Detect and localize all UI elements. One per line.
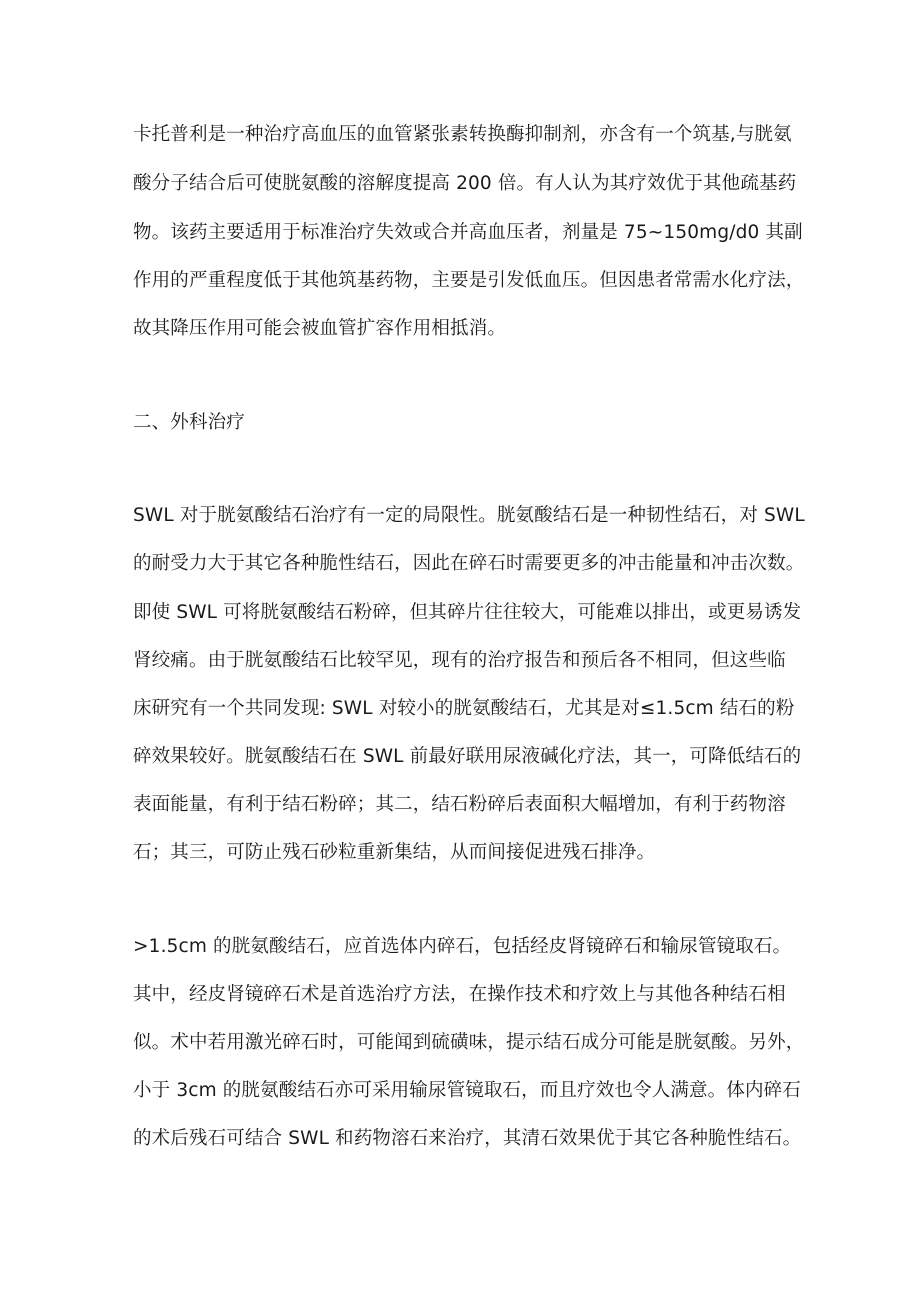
paragraph-3-line-4: 小于 3cm 的胱氨酸结石亦可采用输尿管镜取石，而且疗效也令人满意。体内碎石 xyxy=(133,1080,801,1101)
paragraph-2-line-2: 的耐受力大于其它各种脆性结石，因此在碎石时需要更多的冲击能量和冲击次数。 xyxy=(133,553,805,574)
paragraph-3-line-3: 似。术中若用激光碎石时，可能闻到硫磺味，提示结石成分可能是胱氨酸。另外， xyxy=(133,1032,805,1053)
paragraph-2-line-5: 床研究有一个共同发现: SWL 对较小的胱氨酸结石，尤其是对≤1.5cm 结石的粉 xyxy=(133,698,795,719)
paragraph-1-line-2: 酸分子结合后可使胱氨酸的溶解度提高 200 倍。有人认为其疗效优于其他疏基药 xyxy=(133,173,797,194)
paragraph-2-line-1: SWL 对于胱氨酸结石治疗有一定的局限性。胱氨酸结石是一种韧性结石，对 SWL xyxy=(133,505,805,526)
section-heading: 二、外科治疗 xyxy=(133,412,245,433)
paragraph-3-line-1: >1.5cm 的胱氨酸结石，应首选体内碎石，包括经皮肾镜碎石和输尿管镜取石。 xyxy=(133,936,792,957)
paragraph-1-line-1: 卡托普利是一种治疗高血压的血管紧张素转换酶抑制剂，亦含有一个筑基,与胱氨 xyxy=(133,124,792,145)
paragraph-1-line-4: 作用的严重程度低于其他筑基药物，主要是引发低血压。但因患者常需水化疗法， xyxy=(133,270,805,291)
paragraph-2-line-8: 石；其三，可防止残石砂粒重新集结，从而间接促进残石排净。 xyxy=(133,842,656,863)
paragraph-3-line-2: 其中，经皮肾镜碎石术是首选治疗方法，在操作技术和疗效上与其他各种结石相 xyxy=(133,984,786,1005)
paragraph-1-line-5: 故其降压作用可能会被血管扩容作用相抵消。 xyxy=(133,318,507,339)
paragraph-3-line-5: 的术后残石可结合 SWL 和药物溶石来治疗，其清石效果优于其它各种脆性结石。 xyxy=(133,1128,802,1149)
paragraph-1-line-3: 物。该药主要适用于标准治疗失效或合并高血压者，剂量是 75~150mg∕d0 其副 xyxy=(133,222,803,243)
paragraph-2-line-4: 肾绞痛。由于胱氨酸结石比较罕见，现有的治疗报告和预后各不相同，但这些临 xyxy=(133,650,786,671)
paragraph-2-line-6: 碎效果较好。胱氨酸结石在 SWL 前最好联用尿液碱化疗法，其一，可降低结石的 xyxy=(133,746,802,767)
paragraph-2-line-7: 表面能量，有利于结石粉碎；其二，结石粉碎后表面积大幅增加，有利于药物溶 xyxy=(133,794,786,815)
paragraph-2-line-3: 即使 SWL 可将胱氨酸结石粉碎，但其碎片往往较大，可能难以排出，或更易诱发 xyxy=(133,602,802,623)
